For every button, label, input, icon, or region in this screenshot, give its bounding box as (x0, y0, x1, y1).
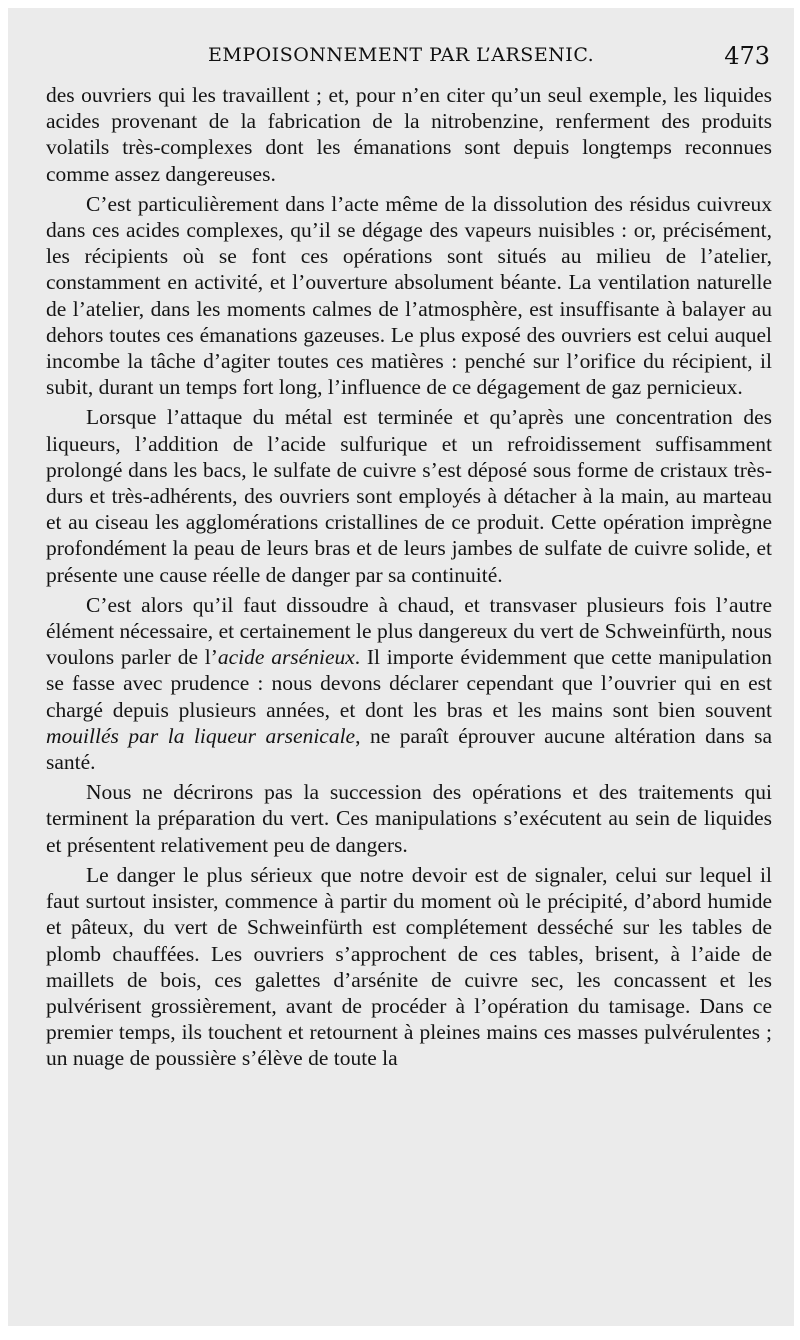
paragraph-continued: des ouvriers qui les travaillent ; et, pour n’en citer qu’un seul exemple, les liquides acides provenant de la fabrication de la nitrobenzine, renferment des produits volatils très-complexes dont les émanations sont depuis longtemps reconnues comme assez dangereuses. (46, 83, 772, 186)
paragraph: Le danger le plus sérieux que notre devoir est de signaler, celui sur lequel il faut surtout insister, commence à partir du moment où le précipité, d’abord humide et pâteux, du vert de Schweinfürth est complétement desséché sur les tables de plomb chauffées. Les ouvriers s’approchent de ces tables, brisent, à l’aide de maillets de bois, ces galettes d’arsénite de cuivre sec, les concassent et les pulvérisent grossièrement, avant de procéder à l’opération du tamisage. Dans ce premier temps, ils touchent et retournent à pleines mains ces masses pulvérulentes ; un nuage de poussière s’élève de toute la (46, 862, 772, 1071)
text-run: C’est alors qu’il faut dissoudre à chaud, et transvaser plusieurs fois l’autre élément nécessaire, et certainement le plus dangereux du vert de Schweinfürth, nous voulons parler de l’ (46, 592, 772, 670)
italic-term: mouillés par la liqueur arsenicale (46, 723, 356, 748)
text-run: . Il importe évidemment que cette manipulation se fasse avec prudence : nous devons déclarer cependant que l’ouvrier qui en est chargé depuis plusieurs années, et dont les bras et les mains sont bien souvent (46, 645, 772, 722)
running-title: EMPOISONNEMENT PAR L’ARSENIC. (208, 44, 595, 66)
book-page (8, 8, 794, 1326)
paragraph: Nous ne décrirons pas la succession des opérations et des traitements qui terminent la préparation du vert. Ces manipulations s’exécutent au sein de liquides et présentent relativement peu de dangers. (46, 780, 772, 857)
body-text (46, 82, 772, 1076)
paragraph: Lorsque l’attaque du métal est terminée et qu’après une concentration des liqueurs, l’addition de l’acide sulfurique et un refroidissement suffisamment prolongé dans les bacs, le sulfate de cuivre s’est déposé sous forme de cristaux très-durs et très-adhérents, des ouvriers sont employés à détacher à la main, au marteau et au ciseau les agglomérations cristallines de ce produit. Cette opération imprègne profondément la peau de leurs bras et de leurs jambes de sulfate de cuivre solide, et présente une cause réelle de danger par sa continuité. (46, 405, 772, 587)
paragraph-with-italics (46, 592, 772, 775)
page-header (8, 36, 794, 76)
italic-term: acide arsénieux (217, 645, 355, 670)
paragraph: C’est particulièrement dans l’acte même de la dissolution des résidus cuivreux dans ces acides complexes, qu’il se dégage des vapeurs nuisibles : or, précisément, les récipients où se font ces opérations sont situés au milieu de l’atelier, constamment en activité, et l’ouverture absolument béante. La ventilation naturelle de l’atelier, dans les moments calmes de l’atmosphère, est insuffisante à balayer au dehors toutes ces émanations gazeuses. Le plus exposé des ouvriers est celui auquel incombe la tâche d’agiter toutes ces matières : penché sur l’orifice du récipient, il subit, durant un temps fort long, l’influence de ce dégagement de gaz pernicieux. (46, 191, 772, 400)
text-run: , ne paraît éprouver aucune altération dans sa santé. (46, 723, 772, 775)
page-number: 473 (724, 42, 770, 70)
